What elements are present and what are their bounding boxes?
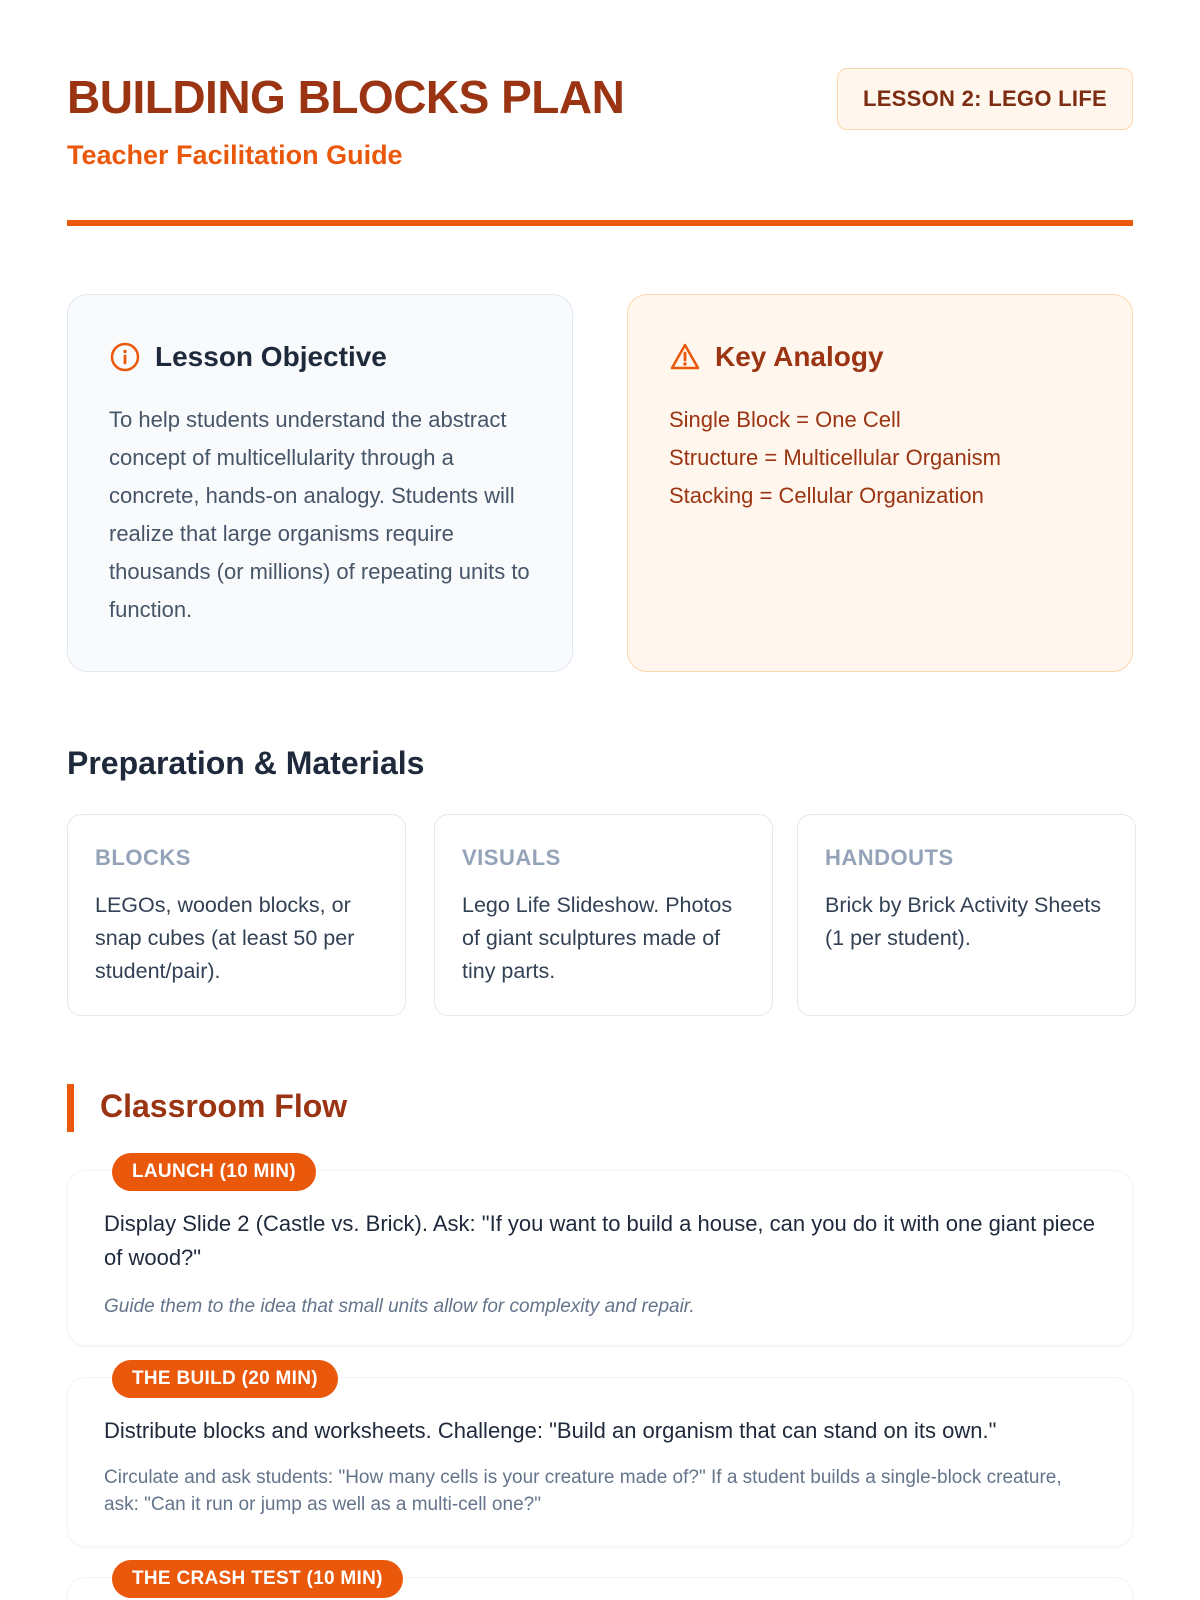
page-header bbox=[67, 66, 1133, 226]
analogy-list bbox=[669, 401, 1092, 515]
objective-heading: Lesson Objective bbox=[155, 341, 387, 372]
step-badge: LAUNCH (10 MIN) bbox=[112, 1153, 316, 1191]
flow-accent-bar bbox=[67, 1084, 74, 1132]
lesson-badge: LESSON 2: LEGO LIFE bbox=[837, 68, 1133, 130]
step-instruction: Display Slide 2 (Castle vs. Brick). Ask: "If you want to build a house, can you do it with one giant piece of wood?" bbox=[104, 1211, 1095, 1270]
analogy-line: Single Block = One Cell bbox=[669, 407, 901, 432]
step-note: Guide them to the idea that small units allow for complexity and repair. bbox=[104, 1296, 695, 1317]
analogy-heading: Key Analogy bbox=[715, 341, 884, 372]
info-circle-icon bbox=[109, 341, 141, 373]
material-card-handouts bbox=[797, 814, 1136, 1016]
step-note: Circulate and ask students: "How many cells is your creature made of?" If a student builds a single-block creature, ask: "Can it run or jump as well as a multi-cell one?" bbox=[104, 1467, 1062, 1515]
analogy-line: Structure = Multicellular Organism bbox=[669, 445, 1001, 470]
step-badge: THE CRASH TEST (10 MIN) bbox=[112, 1560, 403, 1598]
page-subtitle: Teacher Facilitation Guide bbox=[67, 140, 403, 170]
warning-triangle-icon bbox=[669, 341, 701, 373]
material-label: BLOCKS bbox=[95, 845, 191, 870]
material-text: Brick by Brick Activity Sheets (1 per student). bbox=[825, 893, 1101, 950]
objective-text: To help students understand the abstract concept of multicellularity through a concrete, hands-on analogy. Students will realize that large organisms require thousands (or millions) of repeating units to function. bbox=[109, 407, 530, 622]
material-label: VISUALS bbox=[462, 845, 561, 870]
flow-heading: Classroom Flow bbox=[100, 1088, 348, 1124]
page-title: BUILDING BLOCKS PLAN bbox=[67, 71, 625, 123]
lesson-objective-card bbox=[67, 294, 573, 672]
key-analogy-card bbox=[627, 294, 1133, 672]
flow-step-launch bbox=[67, 1161, 1133, 1346]
flow-step-build bbox=[67, 1368, 1133, 1547]
material-card-visuals bbox=[434, 814, 773, 1016]
materials-heading: Preparation & Materials bbox=[67, 745, 425, 781]
material-text: Lego Life Slideshow. Photos of giant sculptures made of tiny parts. bbox=[462, 893, 733, 983]
material-text: LEGOs, wooden blocks, or snap cubes (at least 50 per student/pair). bbox=[95, 893, 355, 983]
flow-step-crash-test bbox=[67, 1568, 1133, 1600]
material-label: HANDOUTS bbox=[825, 845, 954, 870]
step-instruction: Distribute blocks and worksheets. Challenge: "Build an organism that can stand on its own." bbox=[104, 1418, 997, 1443]
header-divider bbox=[67, 220, 1133, 226]
analogy-line: Stacking = Cellular Organization bbox=[669, 483, 984, 508]
material-card-blocks bbox=[67, 814, 406, 1016]
step-badge: THE BUILD (20 MIN) bbox=[112, 1360, 338, 1398]
